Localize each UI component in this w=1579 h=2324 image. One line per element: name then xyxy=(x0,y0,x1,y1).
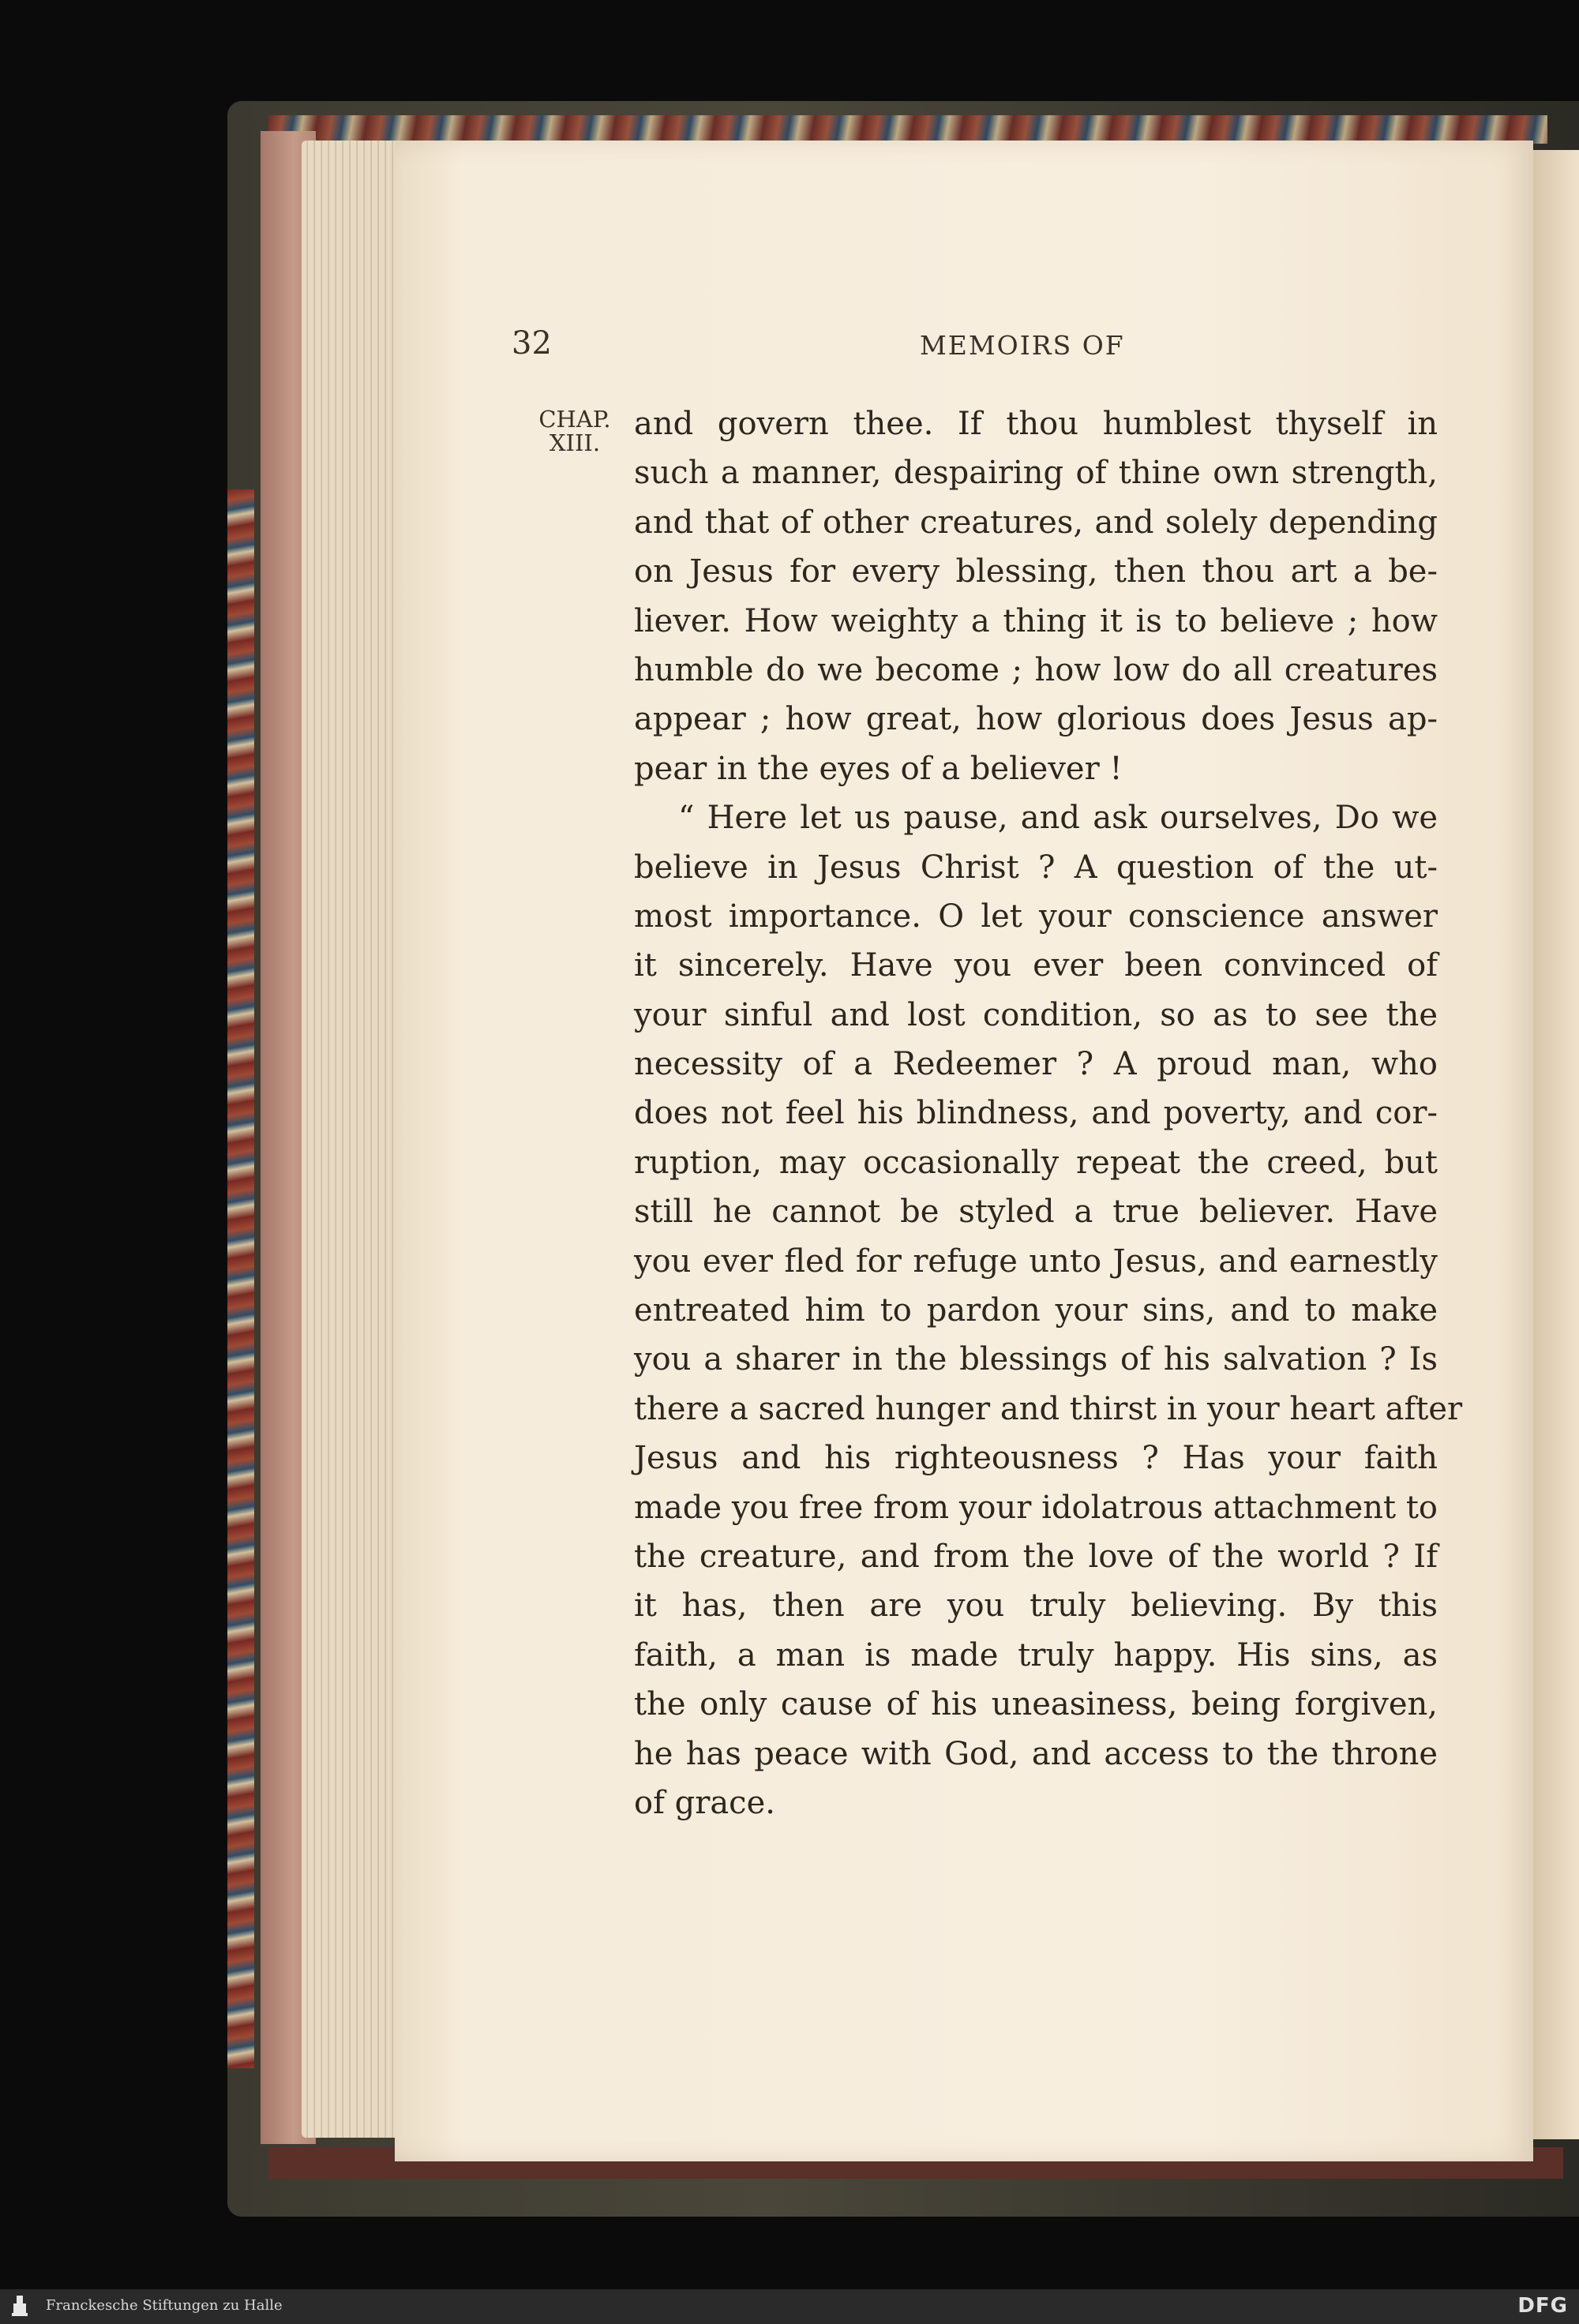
marbled-top-edge xyxy=(268,115,1547,144)
text-line: does not feel his blindness, and poverty, and cor- xyxy=(634,1095,1438,1132)
text-line: pear in the eyes of a believer ! xyxy=(634,750,1123,787)
library-logo-icon xyxy=(9,2294,30,2319)
running-head xyxy=(395,325,1533,373)
chapter-marker xyxy=(527,407,622,455)
text-line: made you free from your idolatrous attachment to xyxy=(634,1489,1438,1526)
page-edges xyxy=(302,141,404,2138)
text-line: on Jesus for every blessing, then thou art a be- xyxy=(634,553,1438,590)
text-line: Jesus and his righteousness ? Has your faith xyxy=(634,1440,1438,1477)
text-line: still he cannot be styled a true believer. Have xyxy=(634,1194,1438,1231)
text-line: humble do we become ; how low do all creatures xyxy=(634,651,1438,688)
library-name: Franckesche Stiftungen zu Halle xyxy=(46,2297,283,2314)
text-line: there a sacred hunger and thirst in your heart after xyxy=(634,1390,1463,1427)
text-line: you ever fled for refuge unto Jesus, and earnestly xyxy=(634,1243,1438,1280)
text-line: such a manner, despairing of thine own strength, xyxy=(634,455,1438,492)
text-line: most importance. O let your conscience answer xyxy=(634,898,1438,935)
text-line: and that of other creatures, and solely depending xyxy=(634,504,1438,541)
chapter-number: XIII. xyxy=(549,429,601,456)
text-line: it sincerely. Have you ever been convinced of xyxy=(634,947,1438,984)
marbled-spine xyxy=(227,489,254,2068)
text-line: believe in Jesus Christ ? A question of the ut- xyxy=(634,849,1438,886)
right-page-edge xyxy=(1533,150,1579,2139)
text-line: you a sharer in the blessings of his salvation ? Is xyxy=(634,1341,1438,1378)
text-line: it has, then are you truly believing. By this xyxy=(634,1587,1438,1625)
text-line: and govern thee. If thou humblest thyself in xyxy=(634,406,1438,442)
page-number: 32 xyxy=(512,325,552,362)
running-title: MEMOIRS OF xyxy=(920,330,1125,361)
dfg-logo: DFG xyxy=(1517,2294,1568,2318)
text-line: necessity of a Redeemer ? A proud man, who xyxy=(634,1046,1438,1083)
text-line: he has peace with God, and access to the throne xyxy=(634,1735,1438,1772)
text-line: of grace. xyxy=(634,1784,775,1821)
footer-bar xyxy=(0,2289,1579,2324)
text-line: the creature, and from the love of the world ? If xyxy=(634,1538,1438,1575)
text-line: entreated him to pardon your sins, and to make xyxy=(634,1292,1438,1329)
body-text xyxy=(634,399,1463,1827)
text-line: your sinful and lost condition, so as to see the xyxy=(634,996,1438,1033)
text-line: appear ; how great, how glorious does Jesus ap- xyxy=(634,701,1438,738)
text-line: liever. How weighty a thing it is to believe ; how xyxy=(634,602,1438,639)
text-line: faith, a man is made truly happy. His sins, as xyxy=(634,1636,1438,1674)
text-line: ruption, may occasionally repeat the creed, but xyxy=(634,1144,1438,1181)
text-line: “ Here let us pause, and ask ourselves, Do we xyxy=(678,800,1438,837)
text-line: the only cause of his uneasiness, being forgiven, xyxy=(634,1686,1438,1723)
chapter-label: CHAP. xyxy=(538,406,611,433)
